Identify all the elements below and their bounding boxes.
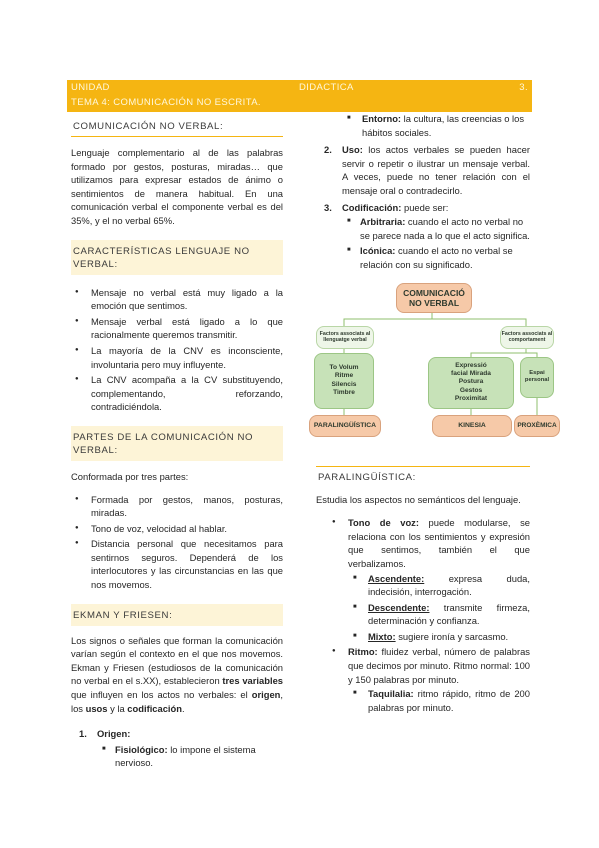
list-item: ■ Mixto: sugiere ironía y sarcasmo. [348, 630, 530, 644]
codificacion-sublist [342, 215, 530, 271]
ekman-paragraph: Los signos o señales que forman la comunicación varían según el contexto en el que nos movemos. Ekman y Friesen (estudiosos de la comunicación no verbal en el s.XX), establecieron tres variables que influyen en los actos no verbales: el origen, los usos y la codificación. [71, 634, 283, 714]
caracteristicas-title-text: CARACTERÍSTICAS LENGUAJE NO VERBAL: [73, 245, 250, 270]
list-item: ■ Icónica: cuando el acto no verbal se relación con su significado. [342, 244, 530, 271]
variables-list [71, 727, 283, 770]
origen-sublist-cont [316, 112, 530, 139]
header-number: 3. [519, 82, 528, 93]
cnv-definition: Lenguaje complementario al de las palabras formado por gestos, posturas, miradas… que utilizamos para expresar estados de ánimo o sentimientos de manera habitual. En una comunicación verbal el componente verbal es del 35%, y el no verbal 65%. [71, 147, 283, 226]
section-title-partes: PARTES DE LA COMUNICACIÓN NO VERBAL: [71, 426, 283, 461]
header-didactica: DIDACTICA [299, 82, 354, 93]
caracteristicas-list [71, 286, 283, 414]
unit-header-bar [67, 80, 532, 95]
origen-sublist [97, 743, 283, 770]
list-item: ● Distancia personal que necesitamos para sentirnos seguros. Dependerá de los interlocutores y las circunstancias en las que nos movemos. [71, 537, 283, 591]
mindmap-leaf-proxemica: Espai personal [520, 357, 554, 398]
section-title-paralinguistica: PARALINGÜÍSTICA: [316, 466, 530, 487]
list-item: ● Formada por gestos, manos, posturas, miradas. [71, 493, 283, 520]
right-column [313, 112, 557, 714]
mindmap-leaf-paralinguistic: To Volum Ritme Silencis Timbre [314, 353, 374, 409]
header-unidad: UNIDAD [71, 82, 110, 93]
topic-title: TEMA 4: COMUNICACIÓN NO ESCRITA. [71, 97, 261, 108]
tono-item: ● Tono de voz: puede modularse, se relaciona con los sentimientos y expresión que sentimos, también el que verbalizamos. ■ Ascendente: expresa duda, indecisión, interrogación. ■ Descendente: transmite firmeza, determinación y confianza. ■ Mixto: sugiere ironía y sarcasmo. [328, 516, 530, 643]
tono-sublist [348, 572, 530, 644]
list-item: ● La mayoría de la CNV es inconsciente, involuntaria pero muy influyente. [71, 344, 283, 371]
list-item: ● Tono de voz, velocidad al hablar. [71, 522, 283, 536]
mindmap-factor-comportament: Factors associats al comportament [500, 326, 554, 349]
variables-list-cont [316, 143, 530, 271]
topic-header-bar [67, 95, 532, 112]
mindmap-cat-paralinguistica: PARALINGÜÍSTICA [309, 415, 381, 437]
left-column [71, 118, 283, 770]
origen-item: 1. Origen: ■ Fisiológico: lo impone el sistema nervioso. [79, 727, 283, 770]
ritmo-item: ● Ritmo: fluidez verbal, número de palabras que decimos por minuto. Ritmo normal: 100 y 150 palabras por minuto. ■ Taquilalia: ritmo rápido, ritmo de 200 palabras por minuto. [328, 645, 530, 714]
codificacion-item: 3. Codificación: puede ser: ■ Arbitraria: cuando el acto no verbal no se parece nada a lo que el acto significa. ■ Icónica: cuando el acto no verbal se relación con su significado. [324, 201, 530, 272]
ritmo-sublist [348, 687, 530, 714]
partes-list [71, 493, 283, 592]
uso-item: 2. Uso: los actos verbales se pueden hacer servir o repetir o ilustrar un mensaje verbal. A veces, puede no tener relación con el mensaje oral o contradecirlo. [324, 144, 530, 196]
list-item: ■ Ascendente: expresa duda, indecisión, interrogación. [348, 572, 530, 599]
mindmap-cat-kinesia: KINESIA [432, 415, 512, 437]
list-item: ● Mensaje no verbal está muy ligado a la emoción que sentimos. [71, 286, 283, 313]
list-item: ■ Taquilalia: ritmo rápido, ritmo de 200 palabras por minuto. [348, 687, 530, 714]
section-title-ekman: EKMAN Y FRIESEN: [71, 604, 283, 626]
mindmap-cat-proxemica: PROXÈMICA [514, 415, 560, 437]
paralinguistica-definition: Estudia los aspectos no semánticos del lenguaje. [316, 493, 521, 505]
list-item: ■ Arbitraria: cuando el acto no verbal no se parece nada a lo que el acto significa. [342, 215, 530, 242]
list-item: ■ Fisiológico: lo impone el sistema nervioso. [97, 743, 283, 770]
paralinguistica-list [316, 516, 530, 714]
mindmap-leaf-kinesia: Expressió facial Mirada Postura Gestos Proximitat [428, 357, 514, 409]
list-item: ■ Descendente: transmite firmeza, determinación y confianza. [348, 601, 530, 628]
partes-intro: Conformada por tres partes: [71, 470, 189, 482]
section-title-cnv: COMUNICACIÓN NO VERBAL: [71, 118, 283, 137]
section-title-caracteristicas [71, 240, 283, 275]
mindmap-factor-verbal: Factors associats al llenguatge verbal [316, 326, 374, 349]
list-item: ● Mensaje verbal está ligado a lo que racionalmente queremos transmitir. [71, 315, 283, 342]
mindmap-root-node: COMUNICACIÓ NO VERBAL [396, 283, 472, 313]
list-item: ■ Entorno: la cultura, las creencias o los hábitos sociales. [342, 112, 530, 139]
list-item: ● La CNV acompaña a la CV substituyendo, complementando, reforzando, contradiciéndola. [71, 373, 283, 414]
cnv-mindmap [312, 281, 557, 456]
